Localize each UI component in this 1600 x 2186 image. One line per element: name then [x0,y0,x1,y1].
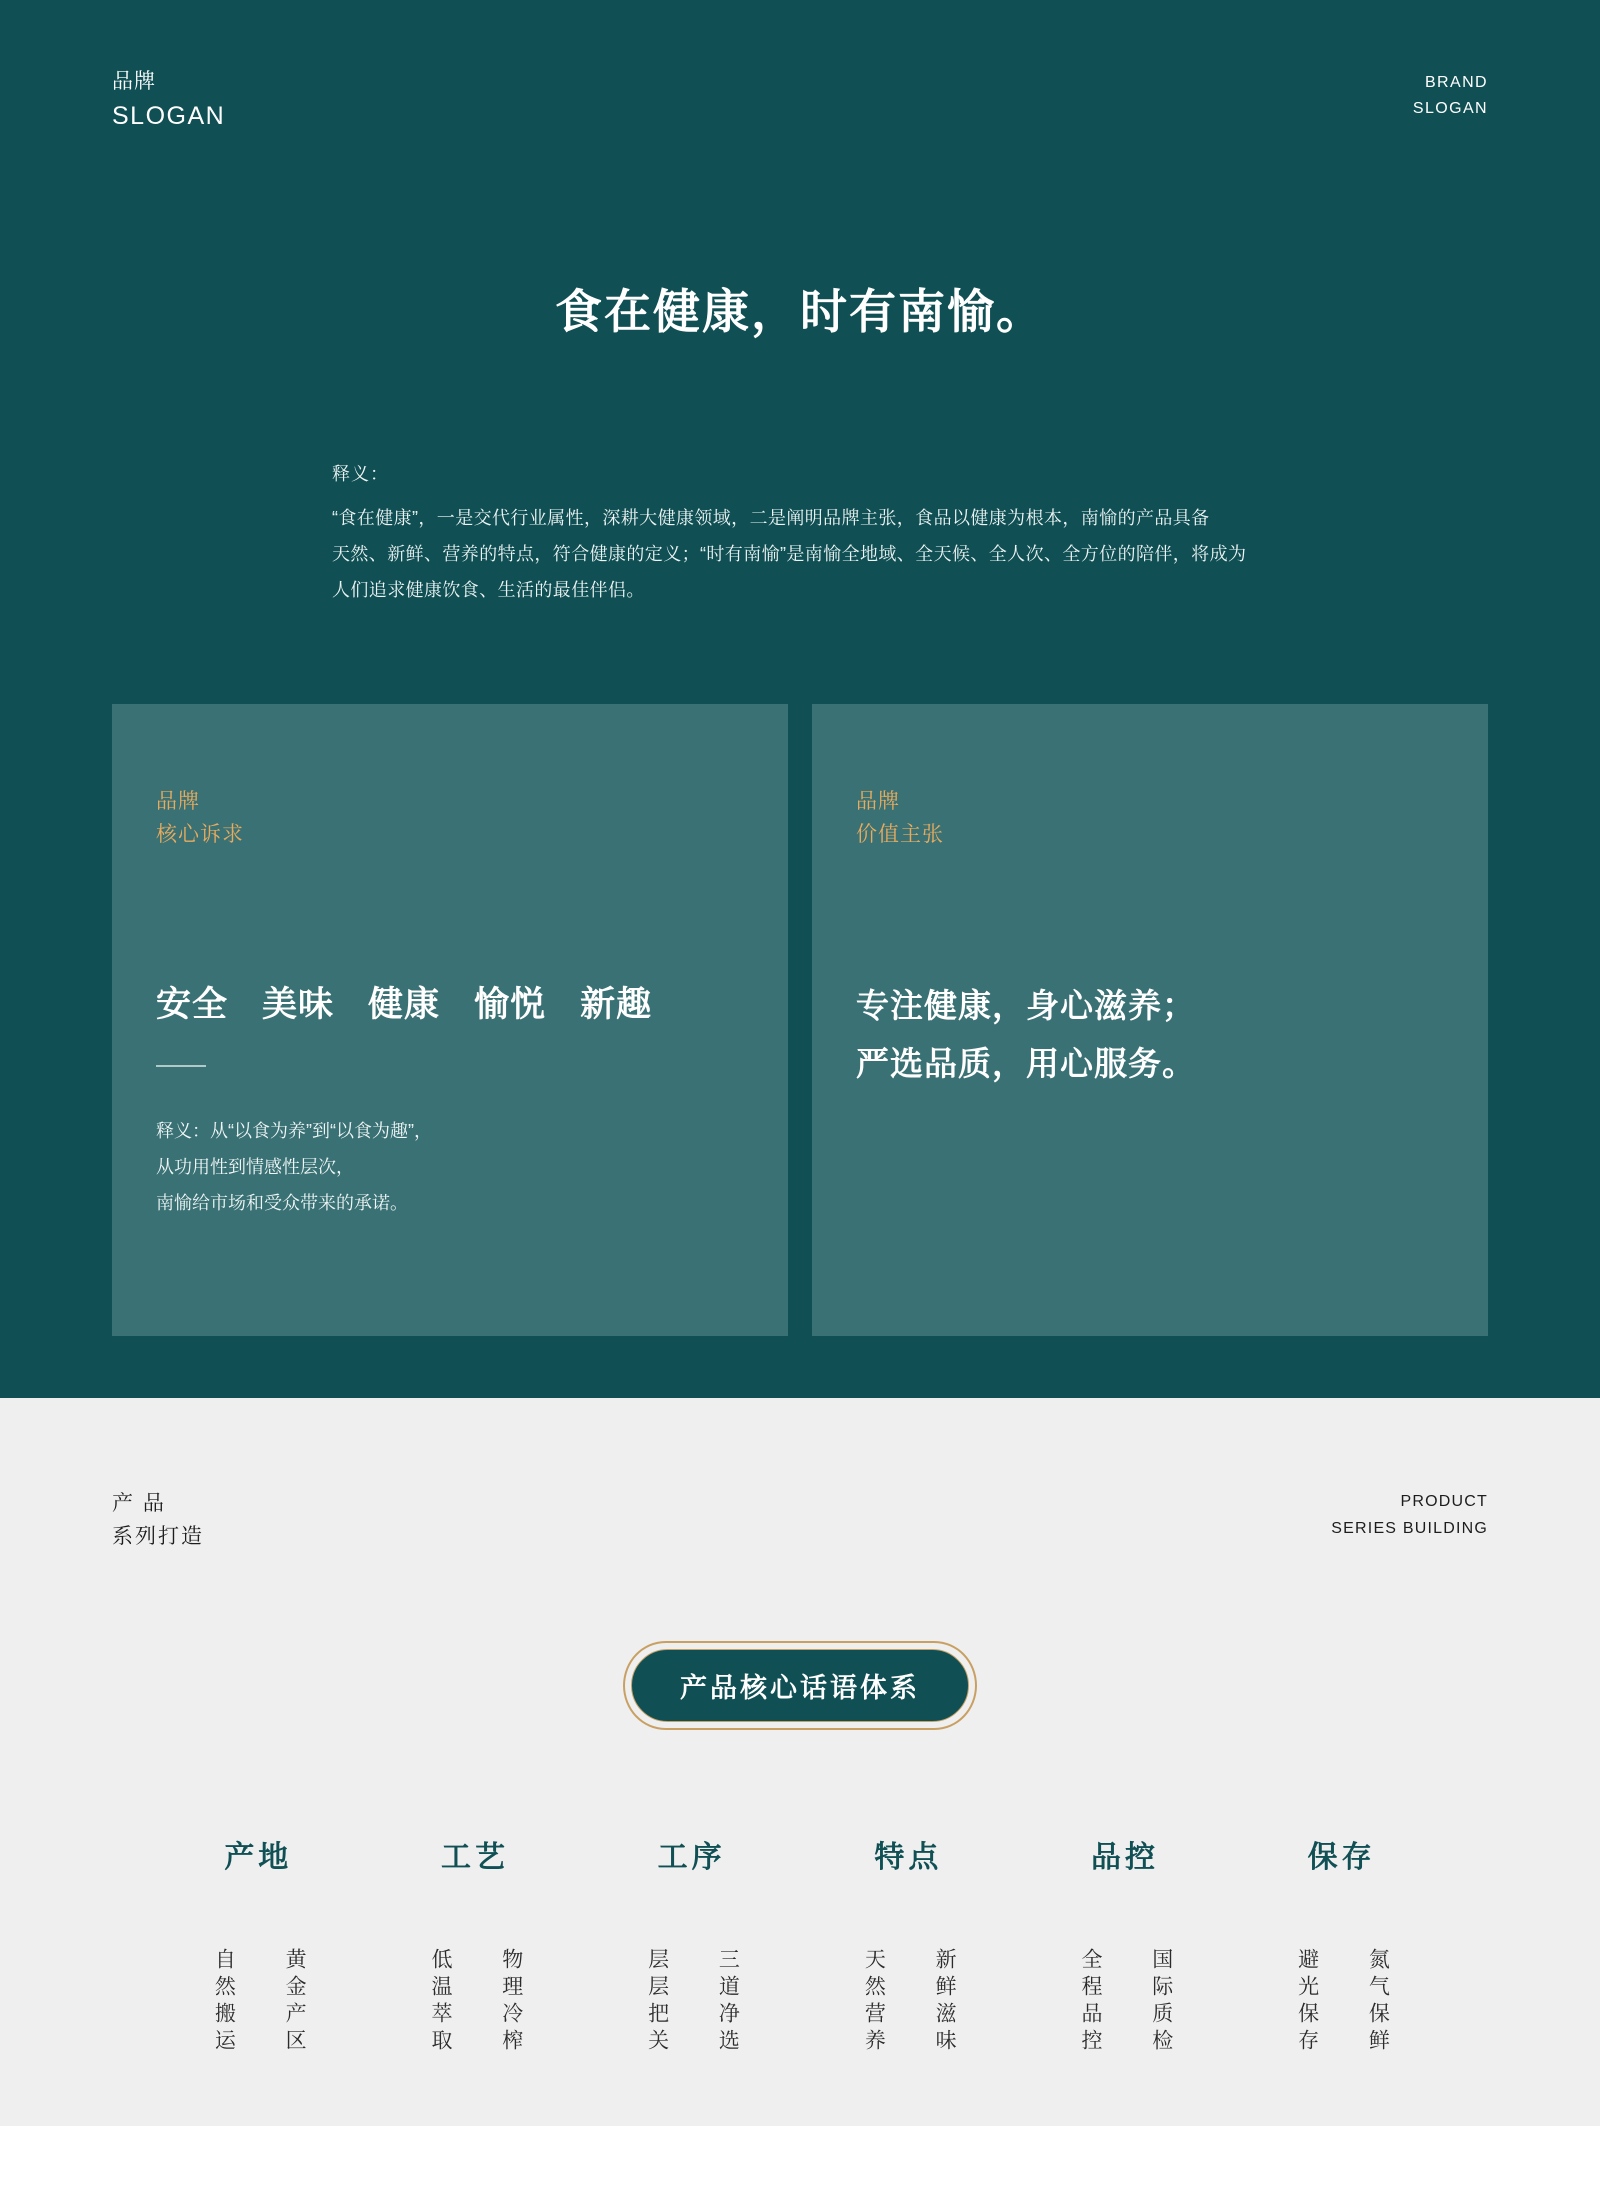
attribute-origin-right: 黄金产区 [283,1948,307,2057]
attribute-process-right: 三道净选 [716,1948,740,2057]
product-header-left-line2: 系列打造 [112,1524,204,1548]
product-header-left-line1: 产 品 [112,1492,166,1515]
brand-cards-row [112,704,1488,1336]
slogan-header-left [112,66,225,135]
product-badge-label: 产品核心话语体系 [631,1649,969,1722]
card-core-appeal-eyebrow-line2: 核心诉求 [156,822,244,846]
core-word-4: 愉悦 [474,985,547,1025]
attribute-title-origin: 产地 [224,1841,293,1875]
card-value-eyebrow [856,786,1444,851]
attribute-title-storage: 保存 [1307,1841,1376,1875]
core-appeal-note [156,1113,744,1221]
attribute-column-process [583,1832,800,2056]
attribute-body-features [855,1948,963,2056]
core-word-2: 美味 [262,985,335,1025]
core-word-5: 新趣 [580,985,653,1025]
core-appeal-note-line1: 释义：从“以食为养”到“以食为趣”， [156,1121,432,1142]
attribute-title-craft: 工艺 [440,1841,509,1875]
value-claim-line1: 专注健康，身心滋养； [856,987,1196,1025]
attribute-title-quality: 品控 [1091,1841,1159,1875]
slogan-explanation [220,460,1380,608]
core-appeal-note-line2: 从功用性到情感性层次， [156,1157,354,1178]
slogan-header-left-line2: SLOGAN [112,101,226,130]
value-claim [856,977,1444,1093]
attribute-features-left: 天然营养 [862,1948,886,2057]
attribute-storage-right: 氮气保鲜 [1366,1948,1390,2057]
slogan-header-right-line2: SLOGAN [1412,99,1488,117]
attribute-title-process: 工序 [657,1841,726,1875]
slogan-explanation-line-1: “食在健康”，一是交代行业属性，深耕大健康领域，二是阐明品牌主张，食品以健康为根本，南愉的产品具备 [332,508,1210,528]
card-core-appeal-eyebrow [156,786,744,851]
card-value-proposition [812,704,1488,1336]
attribute-craft-left: 低温萃取 [428,1948,452,2057]
card-value-eyebrow-line2: 价值主张 [856,822,944,846]
attribute-features-right: 新鲜滋味 [933,1948,957,2057]
attribute-body-storage [1288,1948,1396,2056]
divider-rule [156,1065,206,1067]
attribute-column-features [800,1832,1017,2056]
attribute-process-left: 层层把关 [645,1948,669,2057]
attribute-body-craft [421,1948,529,2056]
attribute-body-origin [205,1948,313,2056]
product-series-section [0,1398,1600,2126]
slogan-header-right [1413,66,1488,121]
attribute-column-quality [1017,1832,1234,2056]
card-core-appeal-eyebrow-line1: 品牌 [156,790,200,813]
attribute-quality-right: 国际质检 [1149,1948,1173,2057]
attribute-origin-left: 自然搬运 [212,1948,236,2057]
product-header-right-line1: PRODUCT [1400,1493,1488,1510]
attribute-storage-left: 避光保存 [1295,1948,1319,2057]
product-badge-wrap [0,1641,1600,1730]
card-core-appeal [112,704,788,1336]
attribute-body-process [638,1948,746,2056]
slogan-explanation-body [332,500,1380,608]
slogan-header-right-line1: BRAND [1424,74,1488,91]
attribute-column-storage [1233,1832,1450,2056]
core-appeal-note-line3: 南愉给市场和受众带来的承诺。 [156,1193,408,1214]
attribute-body-quality [1071,1948,1179,2056]
slogan-explanation-line-3: 人们追求健康饮食、生活的最佳伴侣。 [332,580,645,600]
core-word-1: 安全 [156,985,229,1025]
product-section-header [0,1398,1600,1553]
value-claim-line2: 严选品质，用心服务。 [856,1044,1196,1082]
attribute-craft-right: 物理冷榨 [499,1948,523,2057]
attribute-title-features: 特点 [874,1841,943,1875]
slogan-header-left-line1: 品牌 [112,70,156,93]
slogan-section-header [0,0,1600,135]
product-attribute-columns [0,1832,1600,2056]
slogan-explanation-title: 释义： [332,464,389,484]
main-slogan: 食在健康，时有南愉。 [555,285,1045,338]
product-header-left [112,1488,204,1553]
core-word-3: 健康 [368,985,441,1025]
card-value-eyebrow-line1: 品牌 [856,790,900,813]
product-header-right [1331,1488,1488,1542]
attribute-column-craft [367,1832,584,2056]
product-badge-outline [623,1641,977,1730]
core-appeal-words [156,977,744,1027]
slogan-explanation-line-2: 天然、新鲜、营养的特点，符合健康的定义；“时有南愉”是南愉全地域、全天候、全人次、全方位的陪伴，将成为 [332,544,1247,564]
attribute-column-origin [150,1832,367,2056]
attribute-quality-left: 全程品控 [1079,1948,1102,2057]
product-header-right-line2: SERIES BUILDING [1331,1520,1488,1538]
